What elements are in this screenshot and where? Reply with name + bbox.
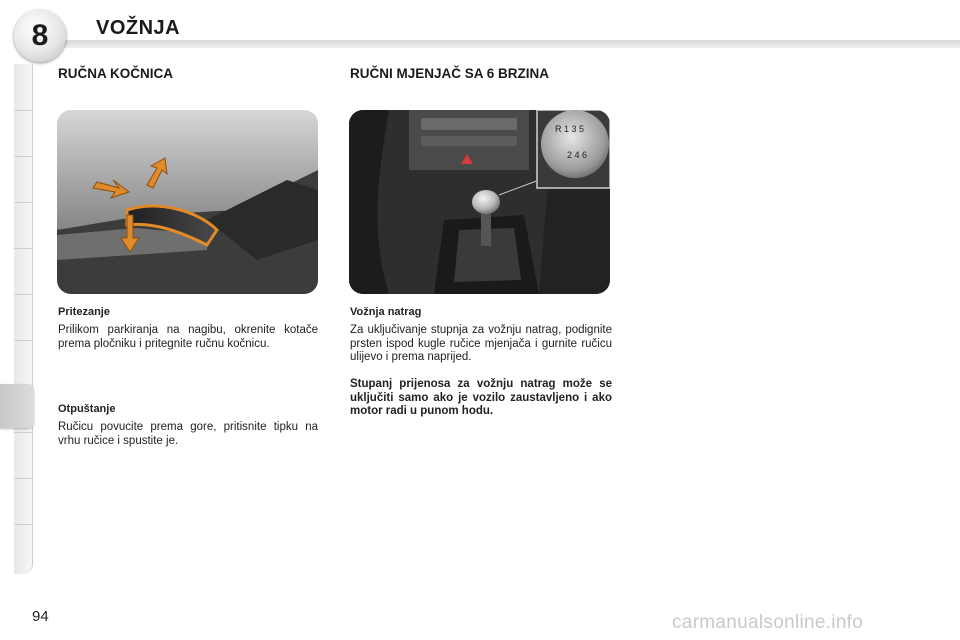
handbrake-photo [57,110,318,294]
tab-divider [14,524,32,525]
gearbox-photo [349,110,610,294]
chapter-title: VOŽNJA [96,17,181,39]
tab-divider [14,340,32,341]
chapter-tab-strip [14,64,33,574]
chapter-number-badge: 8 [14,10,66,62]
release-text: Ručicu povucite prema gore, pritisnite tipku na vrhu ručice i spustite je. [58,421,318,447]
tab-divider [14,432,32,433]
release-heading: Otpuštanje [58,403,116,415]
gear-pattern-label: 2 4 6 [567,150,588,160]
reverse-heading: Vožnja natrag [350,306,422,318]
page-number: 94 [32,608,49,625]
active-chapter-tab[interactable] [0,384,34,428]
header-band [60,40,960,48]
gearbox-section-title: RUČNI MJENJAČ SA 6 BRZINA [350,66,550,81]
gear-pattern-label: R 1 3 5 [555,124,585,134]
pull-text: Prilikom parkiranja na nagibu, okrenite kotače prema pločniku i pritegnite ručnu kočnicu. [58,324,318,350]
watermark: carmanualsonline.info [672,612,864,633]
handbrake-section-title: RUČNA KOČNICA [58,66,173,81]
tab-divider [14,110,32,111]
reverse-warning: Stupanj prijenosa za vožnju natrag može se uključiti samo ako je vozilo zaustavljeno i ako motor radi u punom hodu. [350,378,612,417]
tab-divider [14,248,32,249]
tab-divider [14,202,32,203]
tab-divider [14,294,32,295]
pull-heading: Pritezanje [58,306,110,318]
tab-divider [14,156,32,157]
tab-divider [14,478,32,479]
reverse-text: Za uključivanje stupnja za vožnju natrag, podignite prsten ispod kugle ručice mjenjača i gurnite ručicu ulijevo i prema naprijed. [350,324,612,363]
